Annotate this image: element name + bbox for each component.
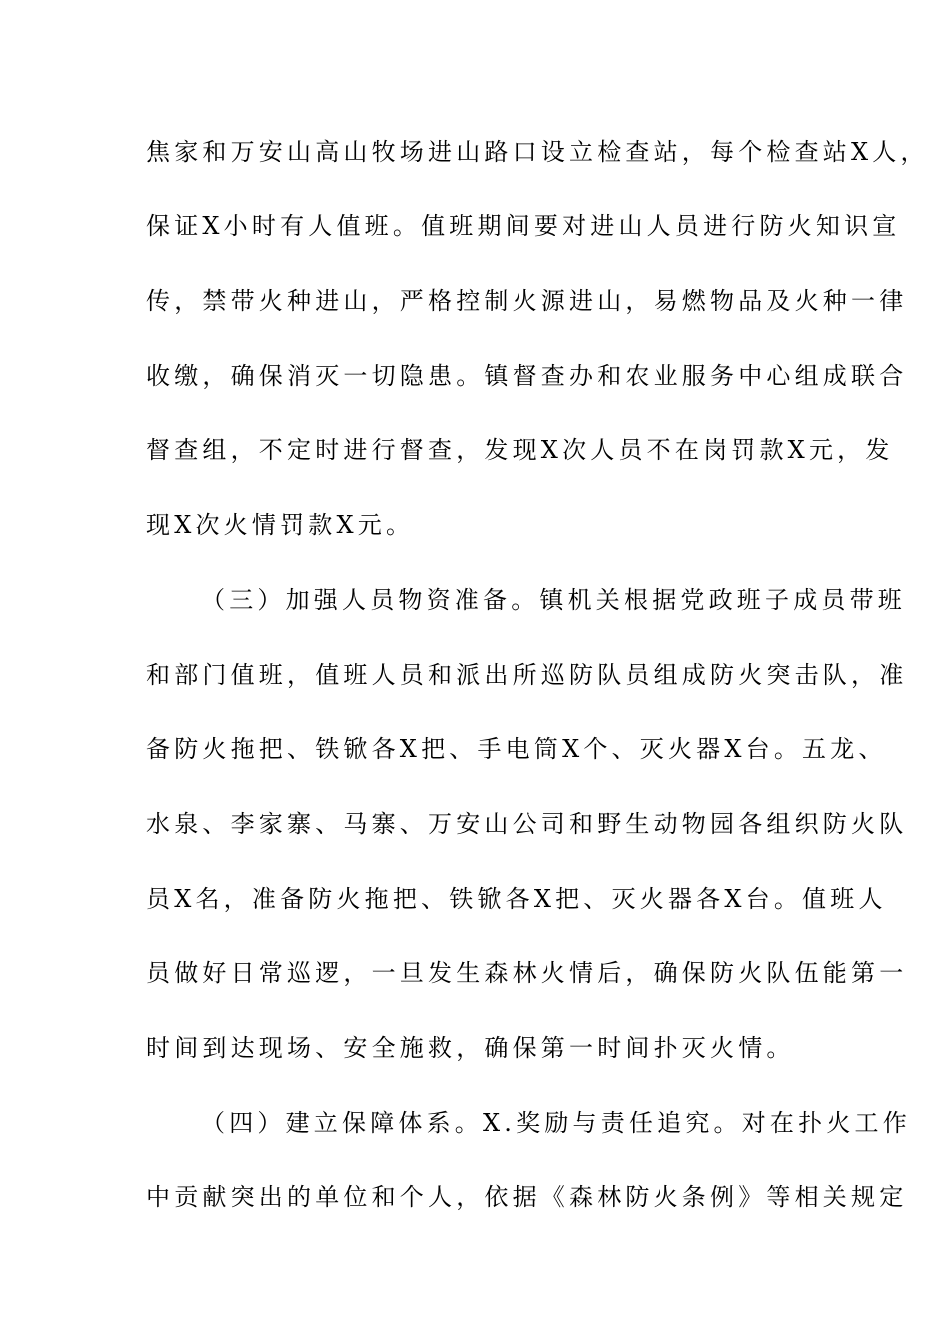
paragraph-heading-line: （三）加强人员物资准备。镇机关根据党政班子成员带班 bbox=[201, 586, 906, 614]
body-text-line: 水泉、李家寨、马寨、万安山公司和野生动物园各组织防火队 bbox=[146, 810, 908, 838]
body-text-line: 督查组，不定时进行督查，发现X次人员不在岗罚款X元，发 bbox=[146, 436, 894, 464]
body-text-line: 焦家和万安山高山牧场进山路口设立检查站，每个检查站X人， bbox=[146, 138, 929, 166]
body-text-line: 现X次火情罚款X元。 bbox=[146, 511, 415, 539]
body-text-line: 中贡献突出的单位和个人，依据《森林防火条例》等相关规定 bbox=[146, 1183, 908, 1211]
body-text-line: 传，禁带火种进山，严格控制火源进山，易燃物品及火种一律 bbox=[146, 287, 908, 315]
body-text-line: 员做好日常巡逻，一旦发生森林火情后，确保防火队伍能第一 bbox=[146, 959, 908, 987]
body-text-line: 保证X小时有人值班。值班期间要对进山人员进行防火知识宣 bbox=[146, 212, 901, 240]
body-text-line: 和部门值班，值班人员和派出所巡防队员组成防火突击队，准 bbox=[146, 661, 908, 689]
body-text-line: 时间到达现场、安全施救，确保第一时间扑灭火情。 bbox=[146, 1034, 795, 1062]
body-text-line: 收缴，确保消灭一切隐患。镇督查办和农业服务中心组成联合 bbox=[146, 362, 908, 390]
body-text-line: 备防火拖把、铁锨各X把、手电筒X个、灭火器X台。五龙、 bbox=[146, 735, 887, 763]
paragraph-heading-line: （四）建立保障体系。X.奖励与责任追究。对在扑火工作 bbox=[201, 1109, 911, 1137]
body-text-line: 员X名，准备防火拖把、铁锨各X把、灭火器各X台。值班人 bbox=[146, 885, 887, 913]
